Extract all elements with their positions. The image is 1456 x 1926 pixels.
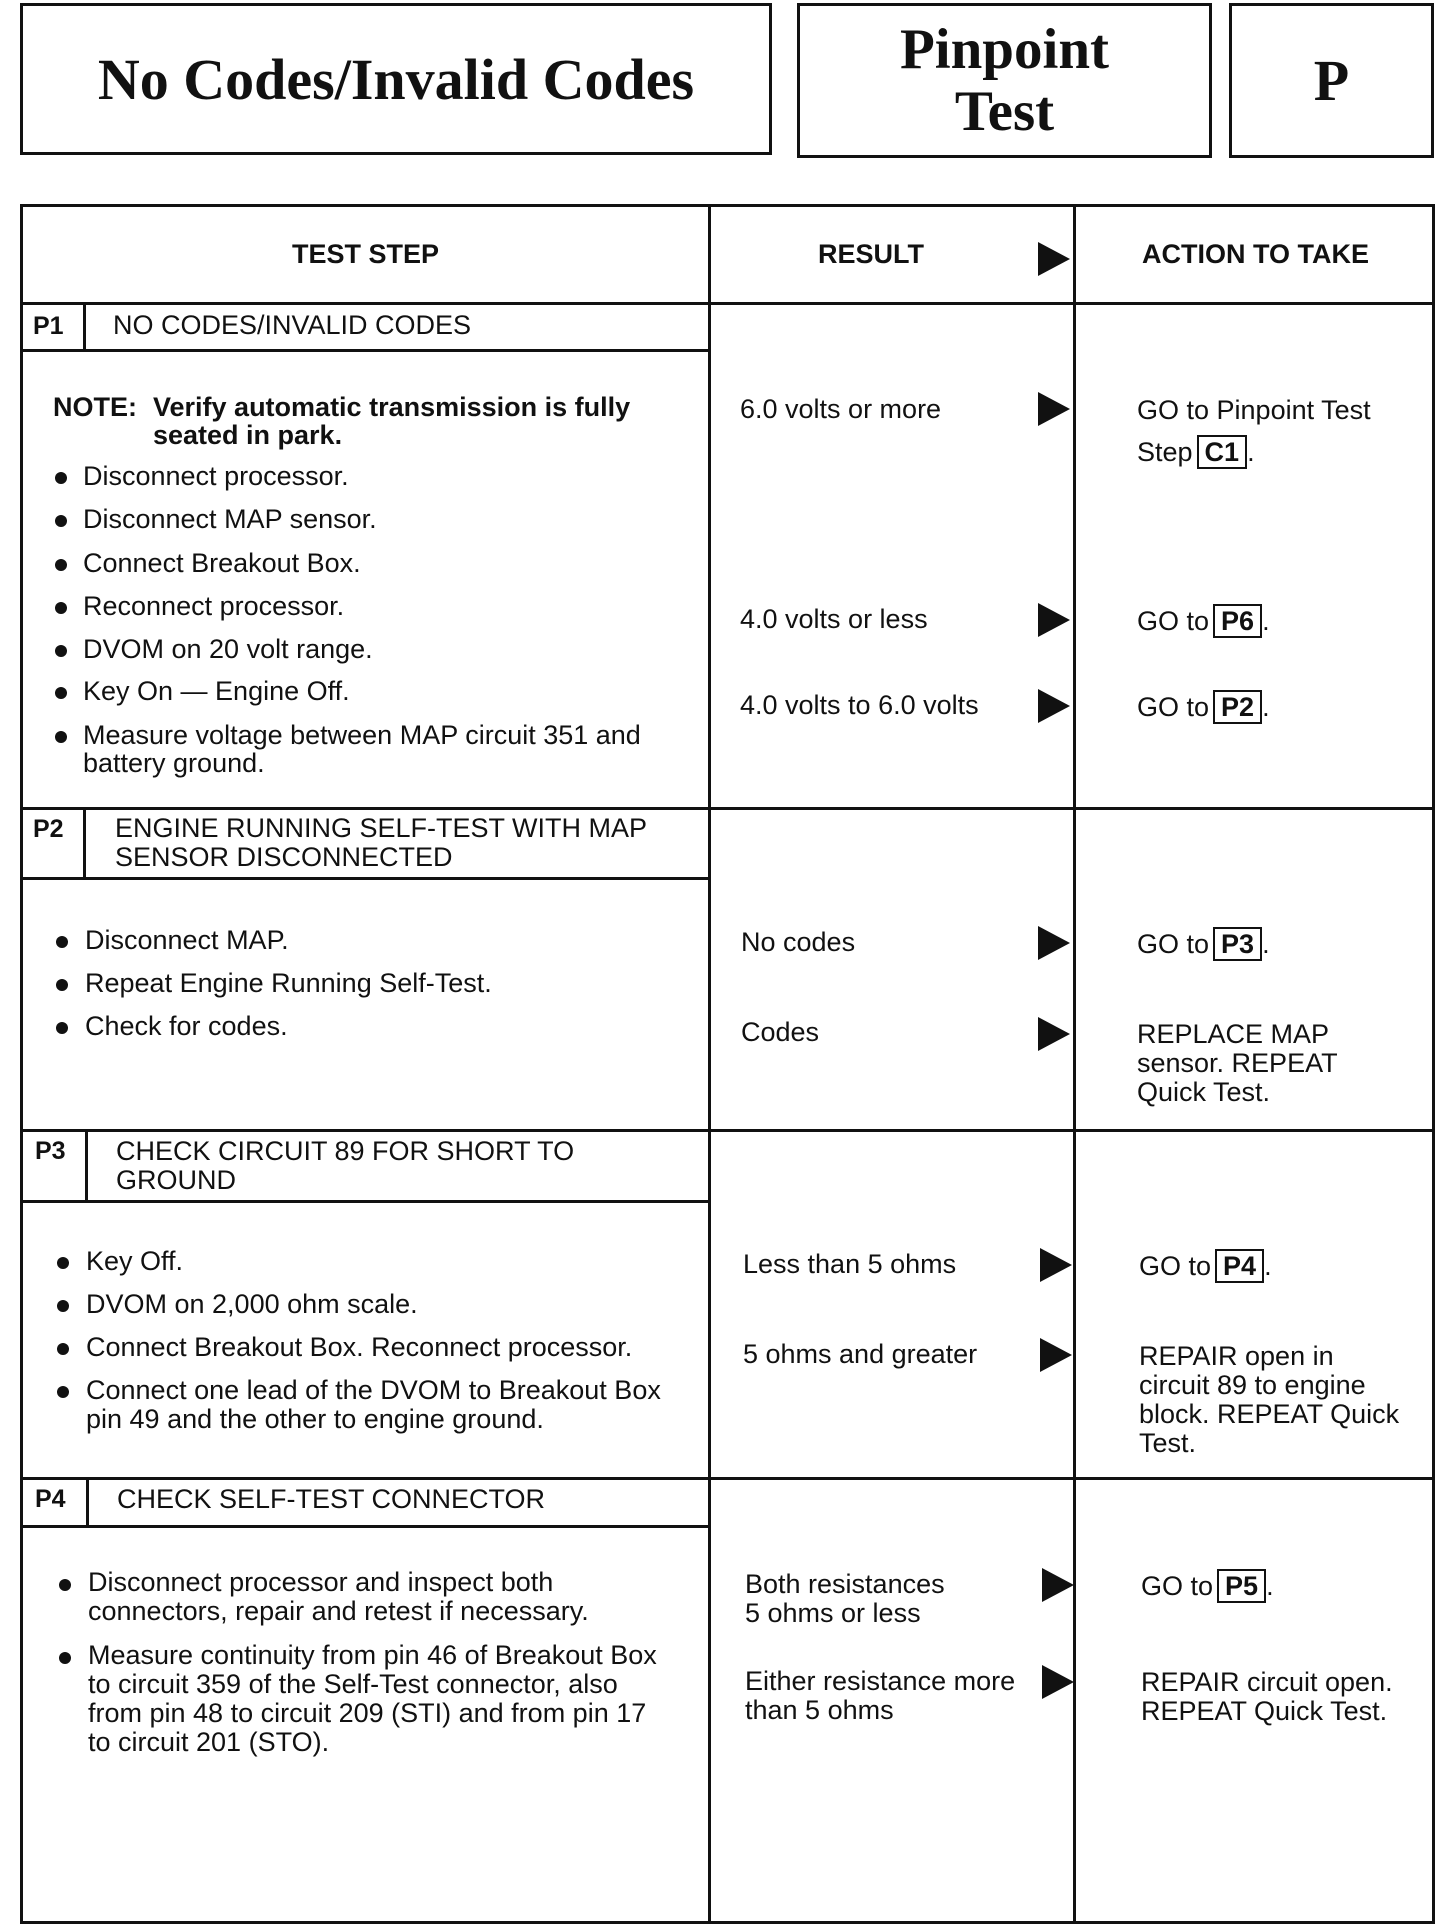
arrow-icon bbox=[1038, 926, 1070, 960]
bullet-icon bbox=[59, 1652, 71, 1664]
step-ref-p3[interactable]: P3 bbox=[1213, 927, 1262, 961]
p3-divider bbox=[23, 1477, 1435, 1480]
bullet-icon bbox=[55, 515, 67, 527]
test-letter-box bbox=[1229, 3, 1434, 158]
arrow-icon bbox=[1038, 689, 1070, 723]
bullet-icon bbox=[57, 1300, 69, 1312]
arrow-icon bbox=[1042, 1665, 1074, 1699]
p2-step-3: Check for codes. bbox=[85, 1011, 288, 1041]
p4-step-1-line2: connectors, repair and retest if necessary. bbox=[88, 1596, 589, 1626]
bullet-icon bbox=[55, 645, 67, 657]
p3-action-2-line4: Test. bbox=[1139, 1428, 1197, 1458]
header-divider bbox=[23, 302, 1435, 305]
test-label: Test bbox=[954, 79, 1055, 143]
p4-step-1-line1: Disconnect processor and inspect both bbox=[88, 1567, 554, 1597]
step-id-p2: P2 bbox=[33, 815, 64, 843]
step-id-p3: P3 bbox=[35, 1137, 66, 1165]
column-divider-1 bbox=[708, 207, 711, 1921]
p4-step-2-line2: to circuit 359 of the Self-Test connector, also bbox=[88, 1669, 618, 1699]
p4-step-2-line3: from pin 48 to circuit 209 (STI) and from pin 17 bbox=[88, 1698, 647, 1728]
step-ref-p6[interactable]: P6 bbox=[1213, 604, 1262, 638]
p4-step-2-line4: to circuit 201 (STO). bbox=[88, 1727, 330, 1757]
bullet-icon bbox=[55, 472, 67, 484]
page-title: No Codes/Invalid Codes bbox=[97, 46, 695, 112]
p1-divider bbox=[23, 807, 1435, 810]
p1-id-divider bbox=[83, 302, 86, 350]
bullet-icon bbox=[55, 687, 67, 699]
bullet-icon bbox=[56, 936, 68, 948]
p1-step-7-cont: battery ground. bbox=[83, 748, 265, 778]
p4-result-1-line2: 5 ohms or less bbox=[745, 1598, 921, 1628]
bullet-icon bbox=[56, 979, 68, 991]
step-id-p4: P4 bbox=[35, 1485, 66, 1513]
p2-action-2-line2: sensor. REPEAT bbox=[1137, 1048, 1338, 1078]
p2-result-2: Codes bbox=[741, 1017, 820, 1047]
p1-step-3: Connect Breakout Box. bbox=[83, 548, 361, 578]
p4-result-2-line1: Either resistance more bbox=[745, 1666, 1016, 1696]
bullet-icon bbox=[57, 1343, 69, 1355]
step-title-p2-line2: SENSOR DISCONNECTED bbox=[115, 842, 453, 872]
p2-id-divider bbox=[83, 807, 86, 877]
test-letter: P bbox=[1313, 48, 1350, 113]
p3-action-2-line2: circuit 89 to engine bbox=[1139, 1370, 1366, 1400]
p1-note-line2: seated in park. bbox=[153, 420, 343, 450]
p1-note-line1: Verify automatic transmission is fully bbox=[153, 392, 631, 422]
p2-action-2-line1: REPLACE MAP bbox=[1137, 1019, 1330, 1049]
arrow-icon bbox=[1038, 1017, 1070, 1051]
arrow-icon bbox=[1042, 1568, 1074, 1602]
step-id-p1: P1 bbox=[33, 312, 64, 340]
p4-step-2-line1: Measure continuity from pin 46 of Breakout Box bbox=[88, 1640, 657, 1670]
p4-result-2-line2: than 5 ohms bbox=[745, 1695, 894, 1725]
p3-action-2-line1: REPAIR open in bbox=[1139, 1341, 1334, 1371]
p4-id-divider bbox=[86, 1477, 89, 1525]
p1-title-divider bbox=[23, 349, 708, 352]
step-title-p1: NO CODES/INVALID CODES bbox=[113, 310, 472, 340]
bullet-icon bbox=[57, 1386, 69, 1398]
bullet-icon bbox=[55, 559, 67, 571]
p1-step-7: Measure voltage between MAP circuit 351 and bbox=[83, 720, 641, 750]
bullet-icon bbox=[56, 1022, 68, 1034]
p1-step-6: Key On — Engine Off. bbox=[83, 676, 350, 706]
step-ref-p4[interactable]: P4 bbox=[1215, 1249, 1264, 1283]
p4-action-2-line1: REPAIR circuit open. bbox=[1141, 1667, 1393, 1697]
p1-result-2: 4.0 volts or less bbox=[740, 604, 928, 634]
arrow-icon bbox=[1040, 1248, 1072, 1282]
p4-title-divider bbox=[23, 1525, 711, 1528]
header-result: RESULT bbox=[818, 239, 924, 269]
pinpoint-label: Pinpoint bbox=[899, 17, 1110, 81]
step-ref-p2[interactable]: P2 bbox=[1213, 690, 1262, 724]
p3-step-3: Connect Breakout Box. Reconnect processor. bbox=[86, 1332, 633, 1362]
bullet-icon bbox=[55, 602, 67, 614]
p3-action-2-line3: block. REPEAT Quick bbox=[1139, 1399, 1400, 1429]
step-title-p3-line1: CHECK CIRCUIT 89 FOR SHORT TO bbox=[116, 1136, 575, 1166]
bullet-icon bbox=[55, 731, 67, 743]
arrow-icon bbox=[1038, 392, 1070, 426]
p2-step-2: Repeat Engine Running Self-Test. bbox=[85, 968, 492, 998]
p3-step-2: DVOM on 2,000 ohm scale. bbox=[86, 1289, 418, 1319]
p1-action-3: GO to P2 . bbox=[1137, 692, 1270, 722]
p3-result-1: Less than 5 ohms bbox=[743, 1249, 957, 1279]
p3-step-4-cont: pin 49 and the other to engine ground. bbox=[86, 1404, 544, 1434]
header-test-step: TEST STEP bbox=[291, 239, 440, 269]
p1-step-5: DVOM on 20 volt range. bbox=[83, 634, 373, 664]
p2-divider bbox=[23, 1129, 1435, 1132]
p1-result-3: 4.0 volts to 6.0 volts bbox=[740, 690, 979, 720]
p1-step-2: Disconnect MAP sensor. bbox=[83, 504, 377, 534]
p1-step-1: Disconnect processor. bbox=[83, 461, 349, 491]
p3-action-1: GO to P4 . bbox=[1139, 1251, 1272, 1281]
arrow-icon bbox=[1040, 1338, 1072, 1372]
title-box bbox=[20, 3, 772, 155]
p1-action-1-line2: Step C1 . bbox=[1137, 437, 1255, 467]
p1-action-1-line1: GO to Pinpoint Test bbox=[1137, 395, 1371, 425]
p3-result-2: 5 ohms and greater bbox=[743, 1339, 978, 1369]
p2-result-1: No codes bbox=[741, 927, 856, 957]
step-ref-c1[interactable]: C1 bbox=[1197, 435, 1248, 469]
p2-title-divider bbox=[23, 877, 711, 880]
p2-action-2-line3: Quick Test. bbox=[1137, 1077, 1271, 1107]
bullet-icon bbox=[57, 1257, 69, 1269]
step-title-p3-line2: GROUND bbox=[116, 1165, 236, 1195]
p2-step-1: Disconnect MAP. bbox=[85, 925, 289, 955]
p1-note-label: NOTE: bbox=[53, 392, 137, 422]
p4-result-1-line1: Both resistances bbox=[745, 1569, 945, 1599]
p4-action-1: GO to P5 . bbox=[1141, 1571, 1274, 1601]
bullet-icon bbox=[59, 1579, 71, 1591]
p1-result-1: 6.0 volts or more bbox=[740, 394, 942, 424]
column-divider-2 bbox=[1073, 207, 1076, 1921]
step-title-p4: CHECK SELF-TEST CONNECTOR bbox=[117, 1484, 546, 1514]
p2-action-1: GO to P3 . bbox=[1137, 929, 1270, 959]
step-title-p2-line1: ENGINE RUNNING SELF-TEST WITH MAP bbox=[115, 813, 648, 843]
pinpoint-table bbox=[20, 204, 1435, 1924]
step-ref-p5[interactable]: P5 bbox=[1217, 1569, 1266, 1603]
pinpoint-test-box bbox=[797, 3, 1212, 158]
p3-title-divider bbox=[23, 1200, 711, 1203]
arrow-icon bbox=[1038, 242, 1070, 276]
p1-action-2: GO to P6 . bbox=[1137, 606, 1270, 636]
p3-id-divider bbox=[85, 1129, 88, 1200]
p4-action-2-line2: REPEAT Quick Test. bbox=[1141, 1696, 1388, 1726]
p1-step-4: Reconnect processor. bbox=[83, 591, 345, 621]
p3-step-1: Key Off. bbox=[86, 1246, 184, 1276]
p3-step-4: Connect one lead of the DVOM to Breakout Box bbox=[86, 1375, 661, 1405]
arrow-icon bbox=[1038, 603, 1070, 637]
header-action: ACTION TO TAKE bbox=[1142, 239, 1369, 269]
